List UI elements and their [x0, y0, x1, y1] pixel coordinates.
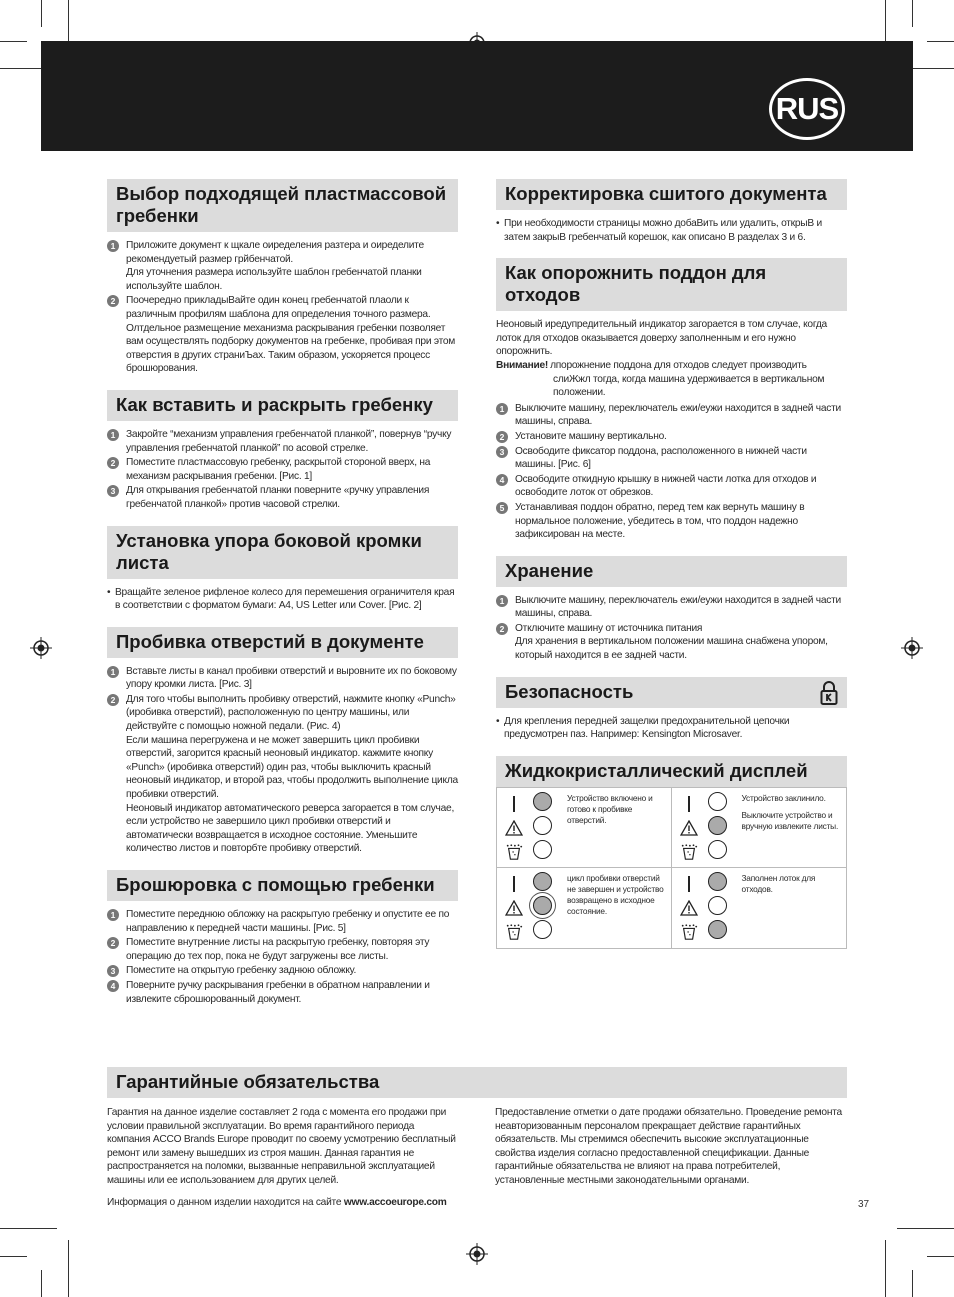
step-text: Для хранения в вертикальном положении машина снабжена упором, который находится в ее задней части. [515, 636, 828, 662]
left-column [107, 179, 458, 1020]
step-text: Неоновый индикатор автоматического реверса загорается в том случае, если устройство не завершило цикл пробивки отверстий и автоматически возвращается в исходное состояние. Уменьшите количество листов и повторбте пробивку отверстий. [126, 802, 455, 855]
step-text: Отключите машину от источника питания [515, 622, 703, 634]
step-text: Для уточнения размера используйте шаблон гребенчатой планки используйте шаблон. [126, 267, 422, 292]
indicator-light [533, 896, 552, 915]
section-title: Корректировка сшитого документа [496, 179, 847, 210]
crop-mark [0, 1256, 27, 1257]
step-number-icon: 2 [107, 457, 119, 469]
waste-tray-icon [505, 923, 523, 941]
step-text: Освободите фиксатор поддона, расположенного в нижней части машины. [Рис. 6] [515, 445, 807, 471]
list-item [496, 473, 847, 500]
section-empty-tray [496, 258, 847, 542]
step-number-icon: 4 [496, 474, 508, 486]
step-number-icon: 3 [496, 446, 508, 458]
step-text: Поверните ручку раскрывания гребенки в обратном направлении и извлеките сброшюрованный документ. [126, 979, 430, 1005]
registration-mark-icon [466, 1243, 488, 1265]
step-text: Поместите переднюю обложку на раскрытую гребенку и опустите ее по направлению к передней части машины. [Рис. 5] [126, 909, 450, 934]
lcd-status-cell [497, 868, 672, 948]
step-number-icon: 1 [107, 909, 119, 921]
power-indicator-icon [687, 876, 691, 892]
step-number-icon: 2 [107, 937, 119, 949]
steps-list [107, 658, 458, 856]
steps-list [107, 421, 458, 512]
step-number-icon: 2 [496, 623, 508, 635]
step-number-icon: 4 [107, 980, 119, 992]
crop-mark [41, 0, 42, 27]
warning-triangle-icon [505, 900, 523, 916]
list-item [107, 936, 458, 963]
indicator-light [533, 872, 552, 891]
list-item [107, 484, 458, 511]
step-text: Приложите документ к щкале оиределения разтера и оиределите рекомендуетый размер грйбенчатой. [126, 240, 424, 265]
section-choose-comb [107, 179, 458, 376]
indicator-light [533, 816, 552, 835]
section-title: Хранение [496, 556, 847, 587]
steps-list [496, 400, 847, 542]
step-text: Устанавливая поддон обратно, перед тем как вернуть машину в нормальное положение, убедитесь в том, что поддон надежно зафиксирован на месте. [515, 501, 805, 541]
step-text: Установите машину вертикально. [515, 430, 667, 442]
list-item [107, 239, 458, 293]
list-item: • Вращайте зеленое рифленое колесо для перемешения ограничителя края в соответствии с форматом бумаги: A4, US Letter или Cover. [Рис. 2] [107, 586, 458, 613]
steps-list [107, 901, 458, 1006]
crop-mark [41, 1270, 42, 1297]
step-number-icon: 2 [107, 295, 119, 307]
section-title [496, 677, 847, 708]
crop-mark [885, 1240, 886, 1297]
step-number-icon: 3 [107, 485, 119, 497]
website-link[interactable]: www.accoeurope.com [343, 1197, 447, 1208]
bullet-list [107, 579, 458, 613]
section-binding [107, 870, 458, 1006]
step-number-icon: 1 [107, 240, 119, 252]
product-info-text: Информация о данном изделии находится на сайте [107, 1197, 344, 1208]
list-item [107, 294, 458, 376]
step-text: Олтдельное размещение механизма раскрывания гребенки позволяет вам осуществлять подборку документов на гребенке, пробивая при этом отверстия в других страниЪах. Таким образом, ускоряется процесс брошюрования. [126, 322, 456, 375]
attention-text: лпорожнение поддона для отходов следует производить [550, 359, 807, 371]
section-title: Установка упора боковой кромки листа [107, 526, 458, 579]
step-number-icon: 3 [107, 965, 119, 977]
crop-mark [927, 1256, 954, 1257]
warning-triangle-icon [680, 900, 698, 916]
list-item [496, 594, 847, 621]
step-text: Поочередно прикладыВайте один конец гребенчатой плаоли к различным профилям шаблона для определения точного размера. [126, 295, 431, 320]
step-number-icon: 1 [107, 666, 119, 678]
step-text: Поместите внутренние листы на раскрытую гребенку, повторяя эту операцию до тех пор, пока не будут загружены все листы. [126, 937, 430, 962]
warranty-text: Гарантия на данное изделие составляет 2 года с момента его продажи при условии правильной эксплуатации. Во время гарантийного периода компания ACCO Brands Europe проводит по своему усмотрению бесплатный ремонт или замену вышедших из строя машин. Данная гарантия не распространяется на поломки, вызванные неправильной эксплуатацией машины или ее использованием для других целей. [107, 1107, 456, 1186]
list-item: • Для крепления передней защелки предохранительной цепочки предусмотрен паз. Например: Kensington Microsaver. [496, 715, 847, 742]
indicator-light [708, 792, 727, 811]
indicator-light [708, 840, 727, 859]
list-item [107, 979, 458, 1006]
lcd-status-text: Устройство заклинило. [741, 792, 826, 803]
lcd-status-text: Выключите устройство и вручную извлеките листы. [741, 809, 839, 831]
language-badge: RUS [769, 78, 845, 140]
step-number-icon: 5 [496, 502, 508, 514]
crop-mark [0, 41, 27, 42]
attention-label: Внимание! [496, 359, 549, 371]
registration-mark-icon [901, 637, 923, 659]
indicator-light [533, 792, 552, 811]
section-edge-guide [107, 526, 458, 613]
step-text: Для открывания гребенчатой планки поверните «ручку управления гребенчатой планкой» против часовой стрелки. [126, 485, 430, 510]
list-item [107, 693, 458, 856]
section-storage [496, 556, 847, 663]
list-item [496, 402, 847, 429]
attention-text: слиЖжл тогда, когда машина удерживается в вертикальном положении. [553, 373, 825, 399]
step-text: Выключите машину, переключатель ежи/еужи находится в задней части машины, справа. [515, 402, 841, 428]
step-text: Освободите откидную крышку в нижней части лотка для отходов и освободите лоток от обрезков. [515, 473, 817, 499]
step-text: Закройте “механизм управления гребенчатой планкой”, повернув “ручку управления гребенчатой планкой” по асовой стрелке. [126, 428, 452, 454]
crop-mark [912, 1270, 913, 1297]
step-number-icon: 1 [496, 403, 508, 415]
lcd-status-cell [672, 788, 847, 868]
step-text: Поместите на открытую гребенку заднюю обложку. [126, 965, 357, 977]
right-column [496, 179, 847, 963]
list-item: • При необходимости страницы можно добаВить или удалить, открыВ и затем закрыВ гребенчатый корешок, как описано В разделах 3 и 6. [496, 217, 847, 244]
page-number: 37 [858, 1199, 870, 1210]
waste-tray-icon [680, 843, 698, 861]
lcd-status-text: цикл пробивки отверстий не завершен и устройство возвращено в исходное состояние. [567, 872, 664, 916]
step-text: Выключите машину, переключатель ежи/еужи находится в задней части машины, справа. [515, 594, 841, 620]
power-indicator-icon [512, 876, 516, 892]
section-title: Как вставить и раскрыть гребенку [107, 390, 458, 421]
section-title: Гарантийные обязательства [107, 1067, 847, 1098]
attention-note [496, 359, 847, 400]
section-title: Выбор подходящей пластмассовой гребенки [107, 179, 458, 232]
list-item [107, 428, 458, 455]
list-item [107, 964, 458, 978]
bullet-list [496, 210, 847, 244]
registration-mark-icon [30, 637, 52, 659]
crop-mark [912, 0, 913, 27]
list-item [496, 430, 847, 444]
waste-tray-icon [505, 843, 523, 861]
warning-triangle-icon [680, 820, 698, 836]
warning-triangle-icon [505, 820, 523, 836]
indicator-light [533, 840, 552, 859]
lcd-status-cell [672, 868, 847, 948]
indicator-light [708, 872, 727, 891]
indicator-light [533, 920, 552, 939]
step-text: Вставьте листы в канал пробивки отверстий и выровните их по боковому упору кромки листа. [Рис. 3] [126, 665, 457, 691]
crop-mark [927, 41, 954, 42]
power-indicator-icon [687, 796, 691, 812]
steps-list [496, 587, 847, 663]
kensington-lock-icon [820, 680, 838, 706]
section-correct-document [496, 179, 847, 244]
step-number-icon: 1 [496, 595, 508, 607]
product-info-line [107, 1197, 447, 1208]
section-title: Пробивка отверстий в документе [107, 627, 458, 658]
step-text: Поместите пластмассовую гребенку, раскрытой стороной вверх, на механизм раскрывания гребенки. [Рис. 1] [126, 457, 431, 482]
list-item [107, 908, 458, 935]
power-indicator-icon [512, 796, 516, 812]
crop-mark [897, 1228, 954, 1229]
section-punching [107, 627, 458, 856]
list-item [107, 665, 458, 692]
indicator-light [708, 816, 727, 835]
section-safety [496, 677, 847, 742]
lcd-status-cell [497, 788, 672, 868]
list-item [496, 622, 847, 663]
section-insert-comb [107, 390, 458, 512]
warranty-text: Предоставление отметки о дате продажи обязательно. Проведение ремонта неавторизованным персоналом прекращает действие гарантийных обязательств. Мы стремимся обеспечить высокие эксплуатационные свойства изделия согласно предоставленной спецификации. Данные гарантийные обязательства не влияют на права потребителей, установленные местными законодательными органами. [495, 1107, 842, 1186]
section-title: Брошюровка с помощью гребенки [107, 870, 458, 901]
lcd-status-table [496, 787, 847, 949]
waste-tray-icon [680, 923, 698, 941]
lcd-status-text: Заполнен лоток для отходов. [741, 872, 816, 894]
step-text: Если машина перегружена и не может завершить цикл пробивки отверстий, загорится красный неоновый индикатор. кажмите кнопку «Punch» (иробивка отверстий) один раз, чтобы выключить красный неоновый индикатор, и второй раз, чтобы продолжить выполнение цикла пробивки отверстий. [126, 734, 458, 801]
indicator-light [708, 920, 727, 939]
step-number-icon: 2 [496, 431, 508, 443]
indicator-light [708, 896, 727, 915]
section-title: Жидкокристаллический дисплей [496, 756, 847, 787]
steps-list [107, 232, 458, 376]
step-text: Для того чтобы выполнить пробивку отверстий, нажмите кнопку «Punch» (иробивка отверстий), расположенную по центру машины, или действуйте с помощью ножной педали. (Рис. 4) [126, 693, 456, 733]
intro-text: Неоновый иредупредительный индикатор загорается в том случае, когда лоток для отходов оказывается доверху заполненным и его нужно опорожнить. [496, 319, 827, 358]
list-item [107, 456, 458, 483]
section-lcd-display [496, 756, 847, 949]
list-item [496, 501, 847, 542]
step-number-icon: 1 [107, 429, 119, 441]
section-title-text: Безопасность [505, 680, 634, 702]
crop-mark [0, 1228, 57, 1229]
section-warranty [107, 1067, 847, 1188]
lcd-status-text: Устройство включено и готово к пробивке отверстий. [567, 792, 653, 825]
crop-mark [68, 1240, 69, 1297]
section-title: Как опорожнить поддон для отходов [496, 258, 847, 311]
list-item [496, 445, 847, 472]
bullet-list [496, 708, 847, 742]
step-number-icon: 2 [107, 694, 119, 706]
